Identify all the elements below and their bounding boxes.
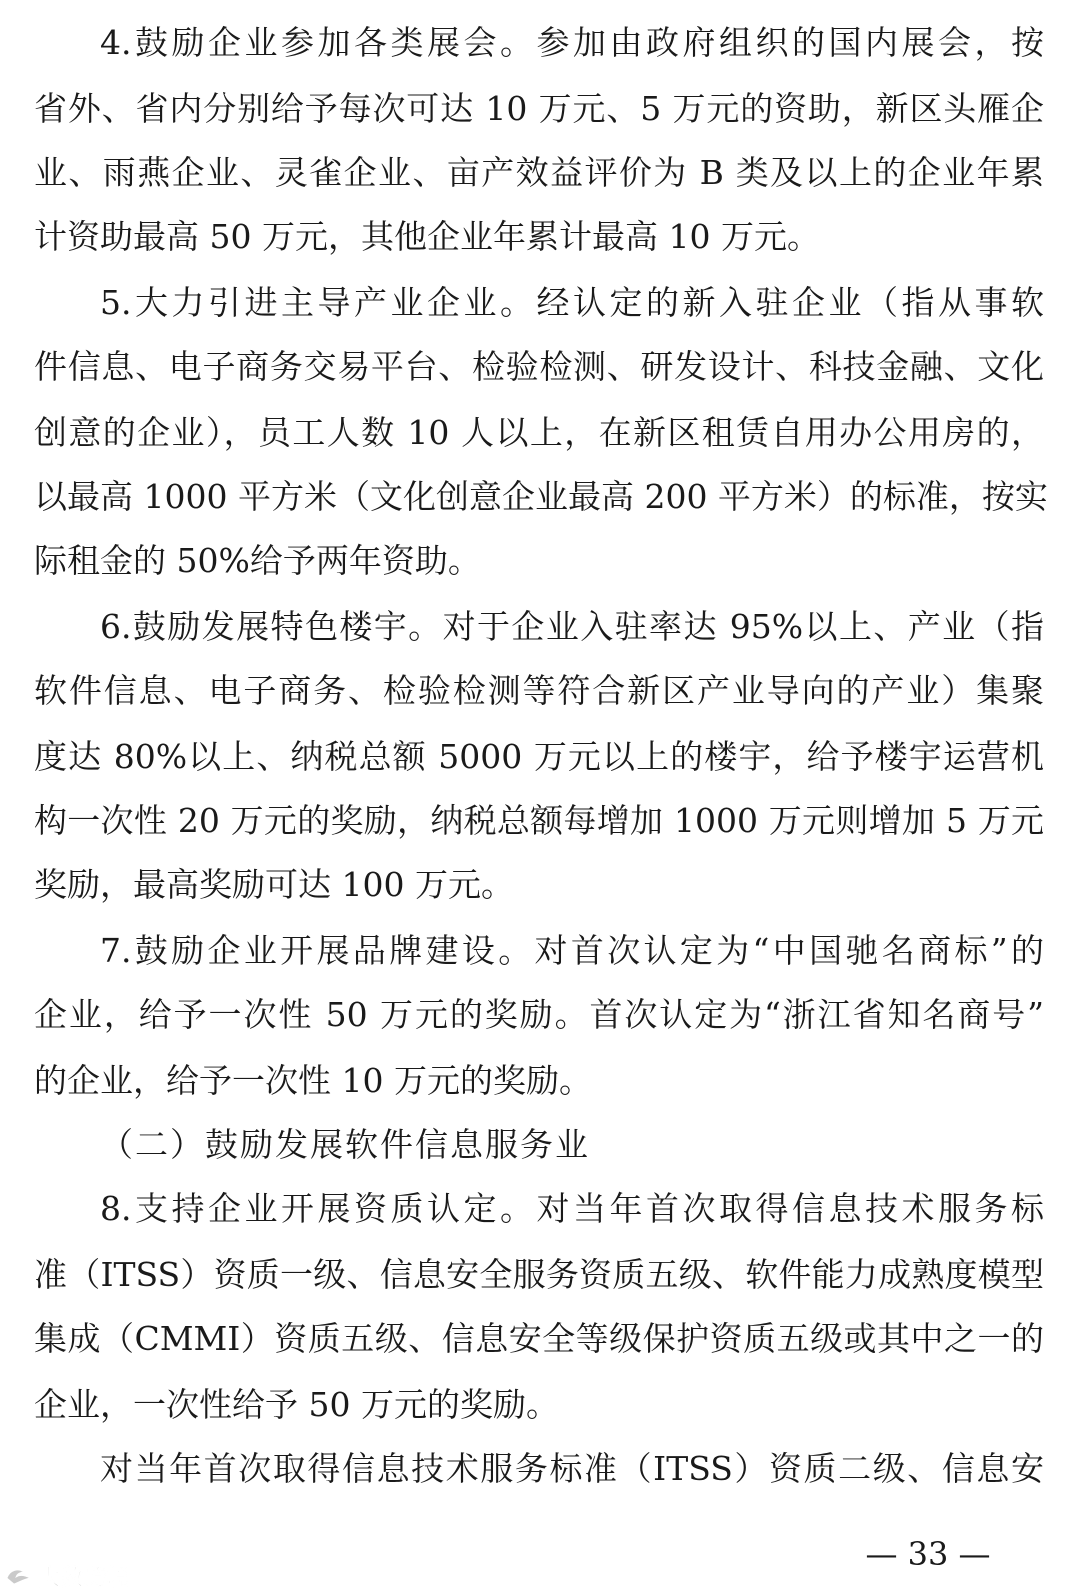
- paragraph-6-line-4: 构一次性 20 万元的奖励，纳税总额每增加 1000 万元则增加 5 万元: [34, 801, 1044, 840]
- paragraph-8-line-2: 准（ITSS）资质一级、信息安全服务资质五级、软件能力成熟度模型: [34, 1255, 1044, 1294]
- paragraph-9-line-1: 对当年首次取得信息技术服务标准（ITSS）资质二级、信息安: [100, 1449, 1044, 1488]
- paragraph-6-line-1: 6.鼓励发展特色楼宇。对于企业入驻率达 95%以上、产业（指: [100, 607, 1044, 646]
- section-heading: （二）鼓励发展软件信息服务业: [100, 1125, 590, 1164]
- paragraph-5-line-5: 际租金的 50%给予两年资助。: [34, 541, 481, 580]
- paragraph-6-line-5: 奖励，最高奖励可达 100 万元。: [34, 865, 514, 904]
- page-number: — 33 —: [865, 1535, 991, 1573]
- paragraph-7-line-2: 企业，给予一次性 50 万元的奖励。首次认定为“浙江省知名商号”: [34, 995, 1044, 1034]
- watermark-text: 大数跨境: [38, 1565, 131, 1591]
- paragraph-8-line-1: 8.支持企业开展资质认定。对当年首次取得信息技术服务标: [100, 1189, 1044, 1228]
- paragraph-5-line-2: 件信息、电子商务交易平台、检验检测、研发设计、科技金融、文化: [34, 347, 1044, 386]
- paragraph-4-line-2: 省外、省内分别给予每次可达 10 万元、5 万元的资助，新区头雁企: [34, 89, 1044, 128]
- paragraph-4-line-3: 业、雨燕企业、灵雀企业、亩产效益评价为 B 类及以上的企业年累: [34, 153, 1044, 192]
- paragraph-8-line-4: 企业，一次性给予 50 万元的奖励。: [34, 1385, 559, 1424]
- paragraph-6-line-3: 度达 80%以上、纳税总额 5000 万元以上的楼宇，给予楼宇运营机: [34, 737, 1044, 776]
- paragraph-6-line-2: 软件信息、电子商务、检验检测等符合新区产业导向的产业）集聚: [34, 671, 1044, 710]
- watermark: [4, 1560, 130, 1592]
- paragraph-5-line-1: 5.大力引进主导产业企业。经认定的新入驻企业（指从事软: [100, 283, 1044, 322]
- paragraph-7-line-1: 7.鼓励企业开展品牌建设。对首次认定为“中国驰名商标”的: [100, 931, 1044, 970]
- paragraph-5-line-4: 以最高 1000 平方米（文化创意企业最高 200 平方米）的标准，按实: [34, 477, 1048, 516]
- paragraph-4-line-1: 4.鼓励企业参加各类展会。参加由政府组织的国内展会，按: [100, 23, 1044, 62]
- paragraph-8-line-3: 集成（CMMI）资质五级、信息安全等级保护资质五级或其中之一的: [34, 1319, 1044, 1358]
- paragraph-5-line-3: 创意的企业），员工人数 10 人以上，在新区租赁自用办公用房的，: [34, 413, 1044, 452]
- bird-logo-icon: [4, 1564, 34, 1588]
- paragraph-4-line-4: 计资助最高 50 万元，其他企业年累计最高 10 万元。: [34, 217, 820, 256]
- paragraph-7-line-3: 的企业，给予一次性 10 万元的奖励。: [34, 1061, 592, 1100]
